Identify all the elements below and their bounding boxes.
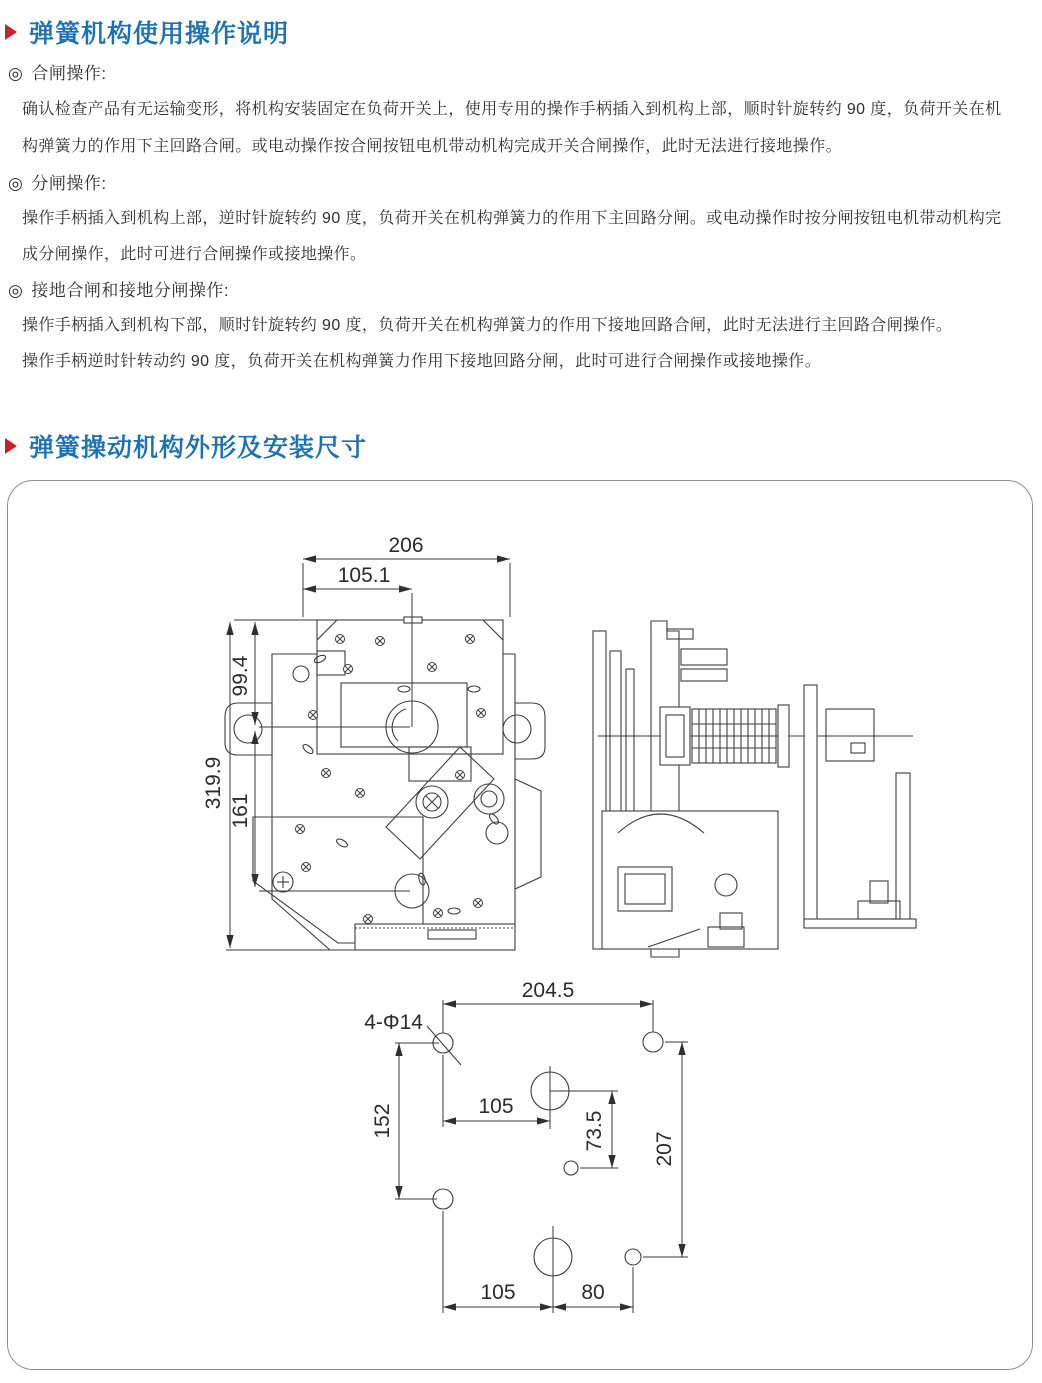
dim-label-80: 80 xyxy=(581,1281,605,1304)
dim-label-319-9: 319.9 xyxy=(202,756,225,810)
dim-label-161: 161 xyxy=(229,793,252,829)
instruction-line: 确认检查产品有无运输变形，将机构安装固定在负荷开关上，使用专用的操作手柄插入到机构上部，顺时针旋转约 90 度，负荷开关在机 xyxy=(22,101,1002,118)
ring-bullet-icon: ◎ xyxy=(8,174,24,193)
mounting-hole-pattern xyxy=(433,1032,663,1276)
section-title-operation-text: 弹簧机构使用操作说明 xyxy=(29,20,290,48)
section-title-dimensions xyxy=(5,428,367,464)
instruction-line: 操作手柄插入到机构上部，逆时针旋转约 90 度，负荷开关在机构弹簧力的作用下主回路分闸。或电动操作时按分闸按钮电机带动机构完 xyxy=(22,210,1002,227)
instruction-heading-text: 分闸操作: xyxy=(31,174,107,193)
side-view-drawing xyxy=(593,621,916,957)
technical-drawing xyxy=(8,481,1032,1369)
section-title-dimensions-text: 弹簧操动机构外形及安装尺寸 xyxy=(29,434,368,462)
front-view-drawing xyxy=(225,617,545,950)
ring-bullet-icon: ◎ xyxy=(8,64,24,83)
dim-label-99-4: 99.4 xyxy=(229,655,252,697)
section-arrow-icon xyxy=(5,24,17,40)
instruction-heading-text: 合闸操作: xyxy=(31,64,107,83)
dim-label-105-mid: 105 xyxy=(478,1095,514,1118)
mounting-hole-dimensions xyxy=(364,979,688,1313)
section-arrow-icon xyxy=(5,438,17,454)
instruction-heading-open xyxy=(8,169,107,194)
instruction-line: 操作手柄插入到机构下部，顺时针旋转约 90 度，负荷开关在机构弹簧力的作用下接地回路合闸，此时无法进行主回路合闸操作。 xyxy=(22,317,953,334)
dim-label-207: 207 xyxy=(653,1131,676,1167)
dim-label-105-1: 105.1 xyxy=(337,564,391,587)
dim-label-152: 152 xyxy=(371,1103,394,1139)
instruction-line: 构弹簧力的作用下主回路合闸。或电动操作按合闸按钮电机带动机构完成开关合闸操作，此时无法进行接地操作。 xyxy=(22,138,843,155)
dim-label-105-bottom: 105 xyxy=(480,1281,516,1304)
instruction-heading-close xyxy=(8,59,107,84)
section-title-operation xyxy=(5,14,289,50)
dim-label-204-5: 204.5 xyxy=(521,979,575,1002)
instruction-heading-earth xyxy=(8,276,229,301)
drawing-panel xyxy=(7,480,1033,1370)
ring-bullet-icon: ◎ xyxy=(8,281,24,300)
instruction-line: 操作手柄逆时针转动约 90 度，负荷开关在机构弹簧力作用下接地回路分闸，此时可进行合闸操作或接地操作。 xyxy=(22,353,822,370)
instruction-heading-text: 接地合闸和接地分闸操作: xyxy=(31,281,230,300)
instruction-line: 成分闸操作，此时可进行合闸操作或接地操作。 xyxy=(22,246,367,263)
dim-label-73-5: 73.5 xyxy=(583,1110,606,1152)
dim-label-hole-spec: 4-Φ14 xyxy=(364,1011,423,1034)
dim-label-206: 206 xyxy=(388,534,424,557)
